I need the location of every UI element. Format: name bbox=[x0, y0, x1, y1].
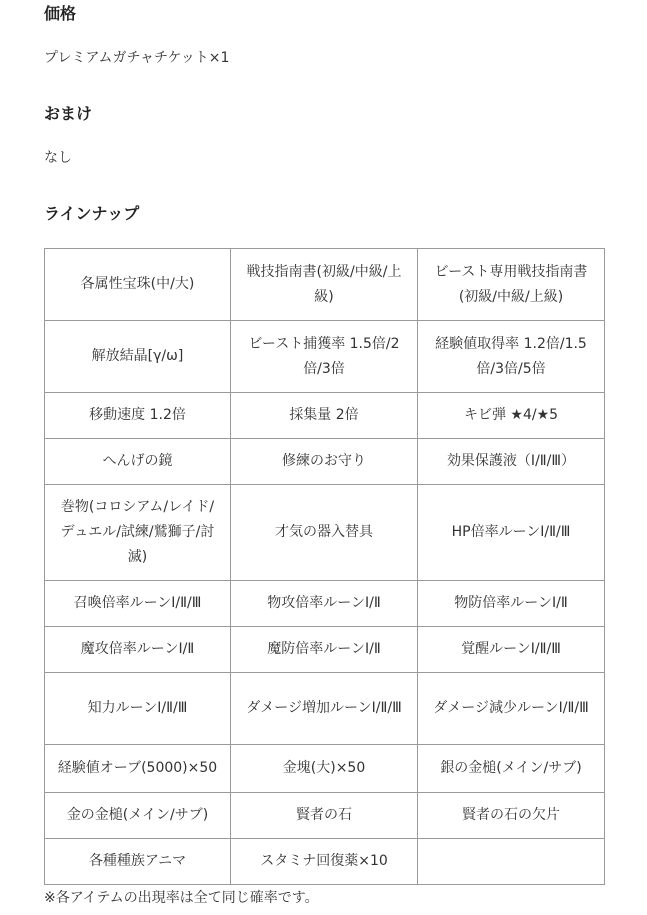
lineup-cell: ダメージ増加ルーンⅠ/Ⅱ/Ⅲ bbox=[231, 673, 418, 745]
lineup-cell: 知力ルーンⅠ/Ⅱ/Ⅲ bbox=[45, 673, 231, 745]
lineup-cell: 金の金槌(メイン/サブ) bbox=[45, 793, 231, 839]
lineup-cell: 才気の器入替具 bbox=[231, 485, 418, 581]
lineup-row bbox=[45, 839, 605, 885]
lineup-cell: キビ弾 ★4/★5 bbox=[418, 393, 605, 439]
lineup-row bbox=[45, 581, 605, 627]
lineup-cell: 経験値取得率 1.2倍/1.5倍/3倍/5倍 bbox=[418, 321, 605, 393]
lineup-cell: ビースト捕獲率 1.5倍/2倍/3倍 bbox=[231, 321, 418, 393]
lineup-cell: 魔防倍率ルーンⅠ/Ⅱ bbox=[231, 627, 418, 673]
lineup-row bbox=[45, 485, 605, 581]
lineup-cell: 巻物(コロシアム/レイド/デュエル/試練/鷲獅子/討滅) bbox=[45, 485, 231, 581]
lineup-cell-empty bbox=[418, 839, 605, 885]
lineup-cell: 採集量 2倍 bbox=[231, 393, 418, 439]
lineup-cell: 解放結晶[γ/ω] bbox=[45, 321, 231, 393]
lineup-row bbox=[45, 627, 605, 673]
lineup-row bbox=[45, 673, 605, 745]
lineup-cell: ビースト専用戦技指南書(初級/中級/上級) bbox=[418, 249, 605, 321]
price-value: プレミアムガチャチケット×1 bbox=[44, 50, 230, 66]
lineup-row bbox=[45, 439, 605, 485]
lineup-cell: 賢者の石の欠片 bbox=[418, 793, 605, 839]
lineup-cell: 覚醒ルーンⅠ/Ⅱ/Ⅲ bbox=[418, 627, 605, 673]
lineup-row bbox=[45, 745, 605, 793]
lineup-cell: 召喚倍率ルーンⅠ/Ⅱ/Ⅲ bbox=[45, 581, 231, 627]
lineup-cell: 各種種族アニマ bbox=[45, 839, 231, 885]
lineup-row bbox=[45, 321, 605, 393]
lineup-row bbox=[45, 393, 605, 439]
lineup-cell: 魔攻倍率ルーンⅠ/Ⅱ bbox=[45, 627, 231, 673]
lineup-cell: 金塊(大)×50 bbox=[231, 745, 418, 793]
lineup-cell: 修練のお守り bbox=[231, 439, 418, 485]
lineup-cell: 効果保護液（Ⅰ/Ⅱ/Ⅲ） bbox=[418, 439, 605, 485]
lineup-cell: 賢者の石 bbox=[231, 793, 418, 839]
lineup-cell: ダメージ減少ルーンⅠ/Ⅱ/Ⅲ bbox=[418, 673, 605, 745]
lineup-cell: 移動速度 1.2倍 bbox=[45, 393, 231, 439]
lineup-cell: 各属性宝珠(中/大) bbox=[45, 249, 231, 321]
lineup-cell: 戦技指南書(初級/中級/上級) bbox=[231, 249, 418, 321]
lineup-row bbox=[45, 793, 605, 839]
footnote: ※各アイテムの出現率は全て同じ確率です。 bbox=[44, 890, 319, 906]
lineup-cell: へんげの鏡 bbox=[45, 439, 231, 485]
lineup-cell: HP倍率ルーンⅠ/Ⅱ/Ⅲ bbox=[418, 485, 605, 581]
bonus-heading: おまけ bbox=[44, 104, 93, 123]
lineup-cell: 経験値オーブ(5000)×50 bbox=[45, 745, 231, 793]
lineup-table bbox=[44, 248, 605, 885]
lineup-cell: 物防倍率ルーンⅠ/Ⅱ bbox=[418, 581, 605, 627]
bonus-value: なし bbox=[44, 150, 72, 166]
article-body bbox=[0, 3, 604, 909]
lineup-cell: 物攻倍率ルーンⅠ/Ⅱ bbox=[231, 581, 418, 627]
lineup-cell: スタミナ回復薬×10 bbox=[231, 839, 418, 885]
lineup-heading: ラインナップ bbox=[44, 204, 140, 223]
price-heading: 価格 bbox=[44, 4, 77, 23]
lineup-cell: 銀の金槌(メイン/サブ) bbox=[418, 745, 605, 793]
lineup-row bbox=[45, 249, 605, 321]
